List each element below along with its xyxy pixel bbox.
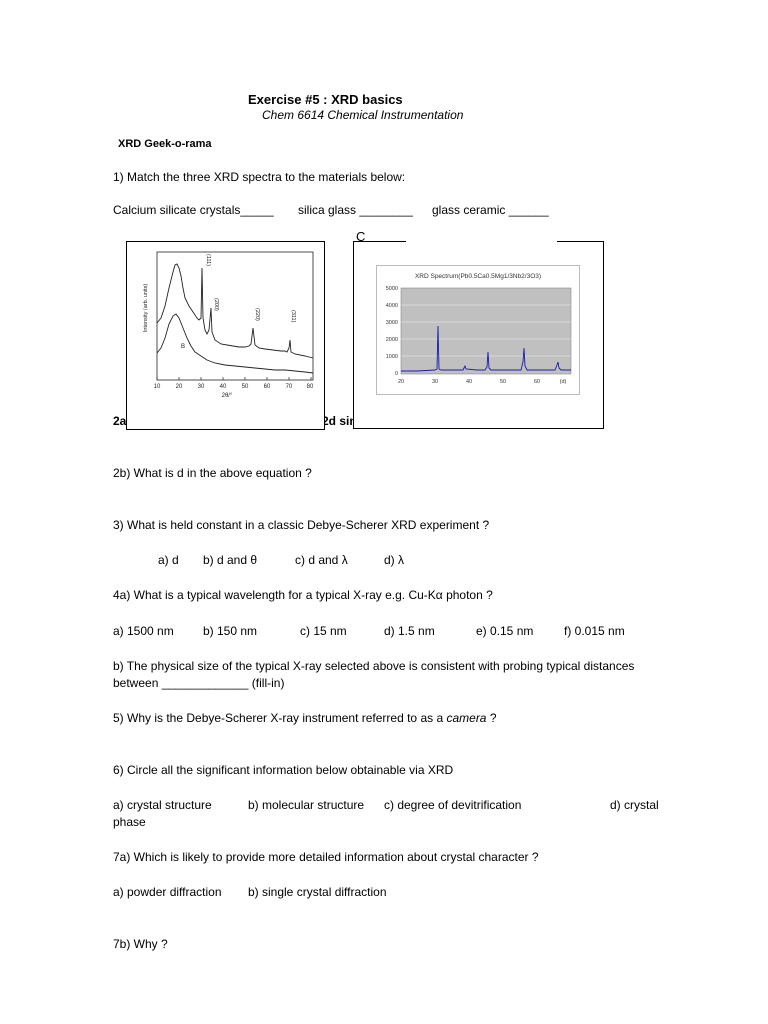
xtick-label: 20 xyxy=(175,384,183,390)
xrd-plot-a-b xyxy=(135,248,315,400)
peak-label: (220) xyxy=(254,308,260,321)
q4a-option-b: b) 150 nm xyxy=(203,624,258,638)
bragg-equation: 2d sin xyxy=(322,414,357,428)
q4a-option-f: f) 0.015 nm xyxy=(564,624,625,638)
q5-tail: ? xyxy=(486,711,497,725)
q6-option-b: b) molecular structure xyxy=(248,798,365,812)
q6-option-a: a) crystal structure xyxy=(113,798,212,812)
xtick-label: 40 xyxy=(219,384,227,390)
xtick-label: 50 xyxy=(499,379,507,385)
xrd-plot-c xyxy=(376,265,580,395)
q4a-option-a: a) 1500 nm xyxy=(113,624,174,638)
ytick-label: 5000 xyxy=(385,286,398,292)
xtick-label: 30 xyxy=(431,379,439,385)
ytick-label: 3000 xyxy=(385,320,398,326)
figure-right-frame xyxy=(353,241,604,429)
ytick-label: 0 xyxy=(394,371,398,377)
material-calcium-silicate: Calcium silicate crystals_____ xyxy=(113,203,274,217)
q4a-option-c: c) 15 nm xyxy=(300,624,347,638)
q4a-option-d: d) 1.5 nm xyxy=(384,624,435,638)
xtick-label: 70 xyxy=(285,384,293,390)
q5-text: 5) Why is the Debye-Scherer X-ray instrument referred to as a xyxy=(113,711,447,725)
frame-top-segment xyxy=(557,241,603,242)
figure-c-label: C xyxy=(356,229,366,244)
question-7a-prompt: 7a) Which is likely to provide more detailed information about crystal character ? xyxy=(113,850,539,864)
q6-option-d: d) crystal xyxy=(610,798,659,812)
q3-option-b: b) d and θ xyxy=(203,553,258,567)
xtick-label: 30 xyxy=(197,384,205,390)
xtick-label: 60 xyxy=(263,384,271,390)
question-1-prompt: 1) Match the three XRD spectra to the materials below: xyxy=(113,170,406,184)
question-2a-label: 2a xyxy=(113,414,127,428)
question-4b-line2: between _____________ (fill-in) xyxy=(113,676,285,690)
curve-label-b: B xyxy=(181,344,186,350)
q3-option-c: c) d and λ xyxy=(295,553,348,567)
peak-label: (311) xyxy=(290,310,296,323)
q4a-option-e: e) 0.15 nm xyxy=(476,624,534,638)
q3-option-d: d) λ xyxy=(384,553,405,567)
material-silica-glass: silica glass ________ xyxy=(298,203,413,217)
course-subtitle: Chem 6614 Chemical Instrumentation xyxy=(262,108,464,122)
q3-option-a: a) d xyxy=(158,553,179,567)
question-7b: 7b) Why ? xyxy=(113,937,168,951)
q6-option-d-continuation: phase xyxy=(113,815,146,829)
xtick-label: 40 xyxy=(465,379,473,385)
question-4b-line1: b) The physical size of the typical X-ray selected above is consistent with probing typical distances xyxy=(113,659,635,673)
peak-label: (200) xyxy=(213,298,219,311)
exercise-title: Exercise #5 : XRD basics xyxy=(248,92,403,107)
xtick-label: 50 xyxy=(241,384,249,390)
xtick-label: 80 xyxy=(306,384,314,390)
x-axis-unit: (d) xyxy=(559,379,567,385)
question-4a-prompt: 4a) What is a typical wavelength for a typical X-ray e.g. Cu-Kα photon ? xyxy=(113,588,493,602)
question-3-prompt: 3) What is held constant in a classic Debye-Scherer XRD experiment ? xyxy=(113,518,490,532)
y-axis-label: Intensity (arb. units) xyxy=(143,283,149,333)
question-6-prompt: 6) Circle all the significant information below obtainable via XRD xyxy=(113,763,454,777)
x-axis-label: 2θ/° xyxy=(221,393,233,399)
xtick-label: 10 xyxy=(153,384,161,390)
section-heading: XRD Geek-o-rama xyxy=(118,138,212,150)
ytick-label: 2000 xyxy=(385,337,398,343)
ytick-label: 1000 xyxy=(385,354,398,360)
plot-c-title: XRD Spectrum(Pb0.5Ca0.5Mg1/3Nb2/3O3) xyxy=(414,273,542,280)
q7a-option-b: b) single crystal diffraction xyxy=(248,885,387,899)
question-2b: 2b) What is d in the above equation ? xyxy=(113,466,312,480)
figure-left-frame xyxy=(126,241,325,430)
q7a-option-a: a) powder diffraction xyxy=(113,885,222,899)
peak-label: (111) xyxy=(205,254,211,267)
ytick-label: 4000 xyxy=(385,303,398,309)
q5-emphasis: camera xyxy=(446,711,487,725)
material-glass-ceramic: glass ceramic ______ xyxy=(432,203,549,217)
q6-option-c: c) degree of devitrification xyxy=(384,798,522,812)
question-5 xyxy=(113,711,497,725)
xtick-label: 20 xyxy=(397,379,405,385)
xtick-label: 60 xyxy=(533,379,541,385)
